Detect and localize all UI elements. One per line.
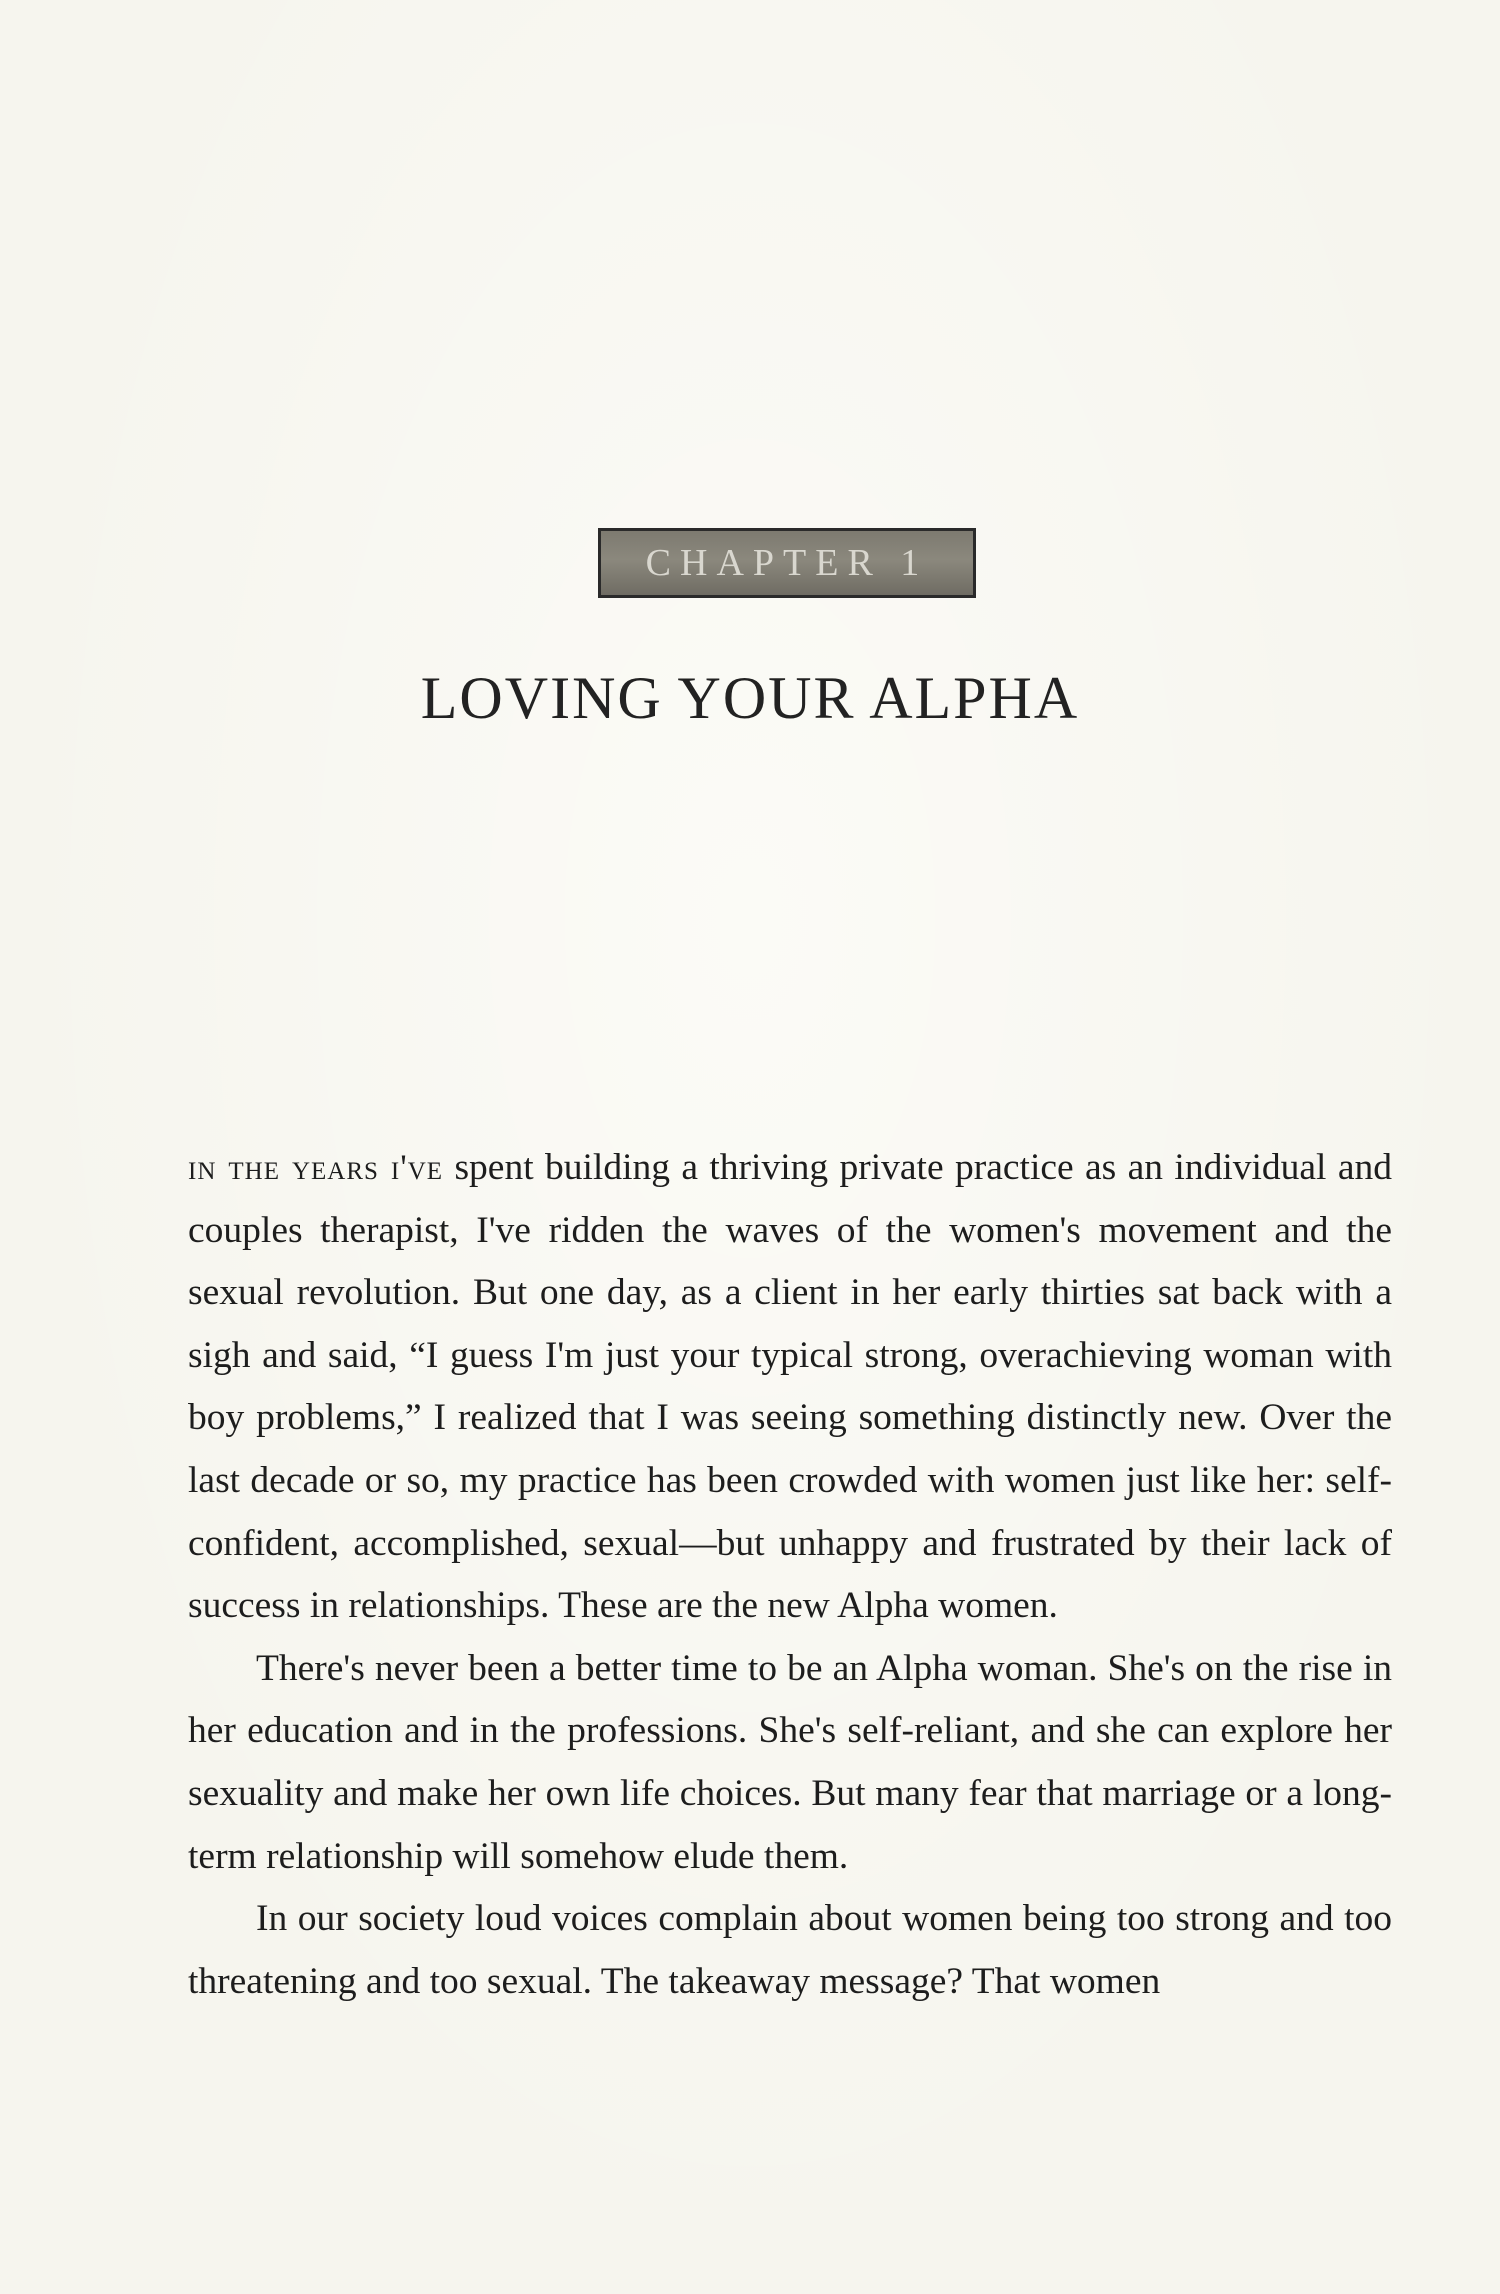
paragraph-3: In our society loud voices complain about women being too strong and too threatening and too sexual. The takeaway message? That women [188,1898,1392,2002]
body-text [188,1136,1392,2013]
paragraph-2: There's never been a better time to be an Alpha woman. She's on the rise in her education and in the professions. She's self-reliant, and she can explore her sexuality and make her own life choices. But many fear that marriage or a long-term relationship will somehow elude them. [188,1647,1392,1877]
paragraph-1 [188,1136,1392,1638]
chapter-title: LOVING YOUR ALPHA [420,665,1080,731]
paragraph-1-text: spent building a thriving private practice as an individual and couples therapist, I've ridden the waves of the women's movement and the sexual revolution. But one day, as a client in her early thirties sat back with a sigh and said, “I guess I'm just your typical strong, overachieving woman with boy problems,” I realized that I was seeing something distinctly new. Over the last decade or so, my practice has been crowded with women just like her: self-confident, accomplished, sexual—but unhappy and frustrated by their lack of success in relationships. These are the new Alpha women. [188,1147,1392,1627]
chapter-label: CHAPTER 1 [598,528,976,598]
lead-in-smallcaps: in the years i've [188,1147,444,1187]
